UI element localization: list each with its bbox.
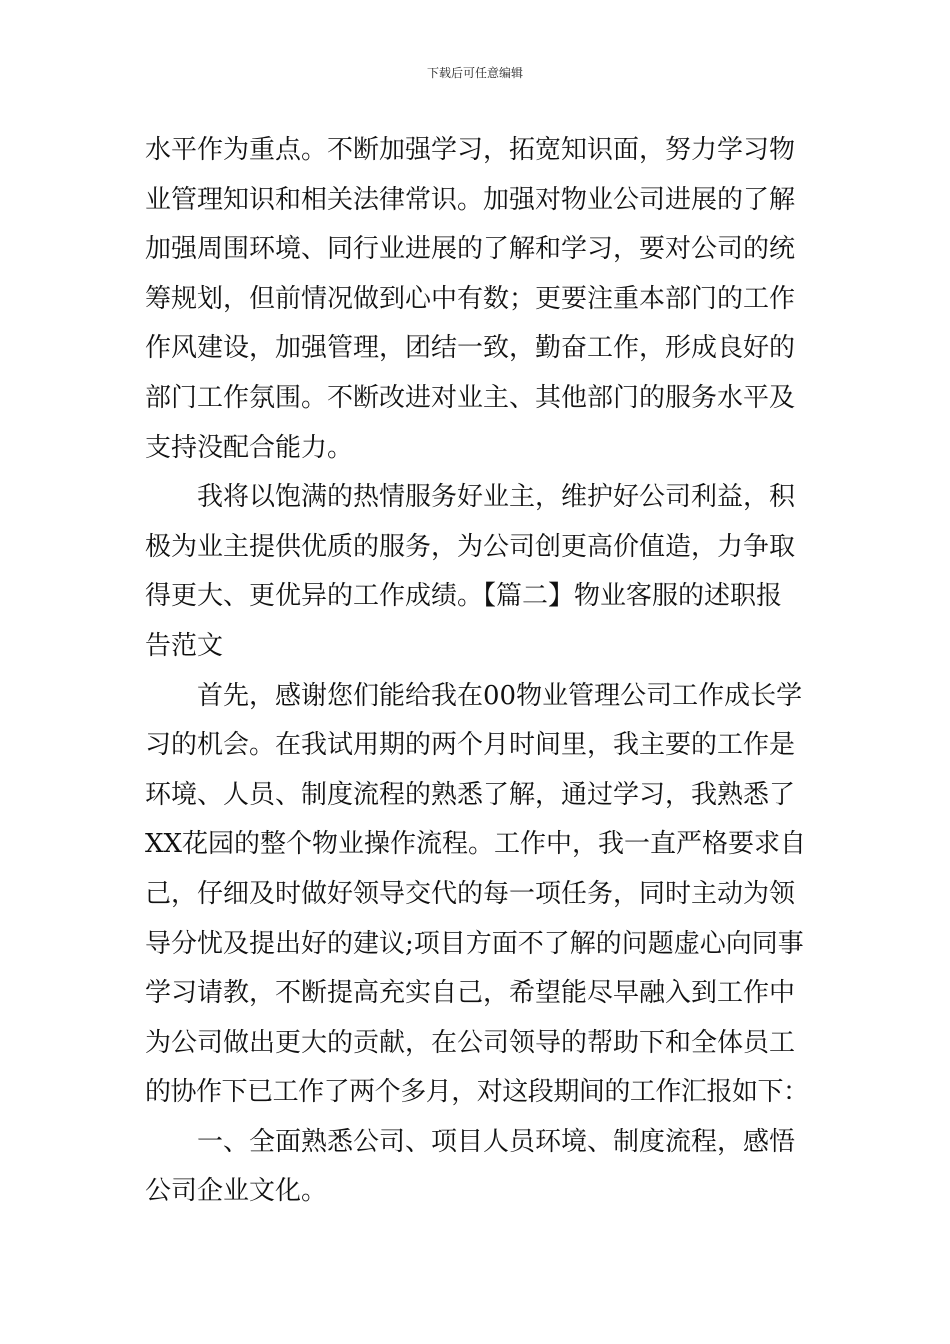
- text-line: 习的机会。在我试用期的两个月时间里，我主要的工作是: [145, 730, 796, 761]
- text-line: 公司企业文化。: [145, 1176, 328, 1207]
- text-line: 作风建设，加强管理，团结一致，勤奋工作，形成良好的: [145, 333, 796, 364]
- page-header: 下载后可任意编辑: [426, 66, 523, 80]
- paragraph-start-line: 我将以饱满的热情服务好业主，维护好公司利益，积: [197, 482, 796, 513]
- text-line: 筹规划，但前情况做到心中有数；更要注重本部门的工作: [145, 283, 796, 314]
- text-line: 加强周围环境、同行业进展的了解和学习，要对公司的统: [145, 234, 796, 265]
- text-line: 环境、人员、制度流程的熟悉了解，通过学习，我熟悉了: [145, 779, 796, 810]
- text-line: 学习请教，不断提高充实自己，希望能尽早融入到工作中: [145, 978, 796, 1009]
- text-line: 极为业主提供优质的服务，为公司创更高价值造，力争取: [145, 531, 796, 562]
- text-line: 支持没配合能力。: [145, 432, 354, 463]
- text-line: 导分忧及提出好的建议;项目方面不了解的问题虚心向同事: [145, 928, 804, 959]
- text-line: 水平作为重点。不断加强学习，拓宽知识面，努力学习物: [145, 135, 796, 165]
- text-line: 部门工作氛围。不断改进对业主、其他部门的服务水平及: [145, 382, 796, 413]
- paragraph-start-line: 首先，感谢您们能给我在00物业管理公司工作成长学: [197, 680, 803, 711]
- text-line: 己，仔细及时做好领导交代的每一项任务，同时主动为领: [145, 878, 796, 909]
- text-line: 业管理知识和相关法律常识。加强对物业公司进展的了解: [145, 184, 796, 215]
- text-line: 得更大、更优异的工作成绩。【篇二】物业客服的述职报: [145, 581, 783, 612]
- text-line: 的协作下已工作了两个多月，对这段期间的工作汇报如下：: [145, 1077, 809, 1108]
- text-line: 为公司做出更大的贡献，在公司领导的帮助下和全体员工: [145, 1027, 796, 1058]
- text-line: 告范文: [145, 630, 224, 661]
- document-body: [145, 126, 809, 1217]
- text-line: XX花园的整个物业操作流程。工作中，我一直严格要求自: [145, 829, 807, 860]
- paragraph-start-line: 一、全面熟悉公司、项目人员环境、制度流程，感悟: [197, 1126, 796, 1157]
